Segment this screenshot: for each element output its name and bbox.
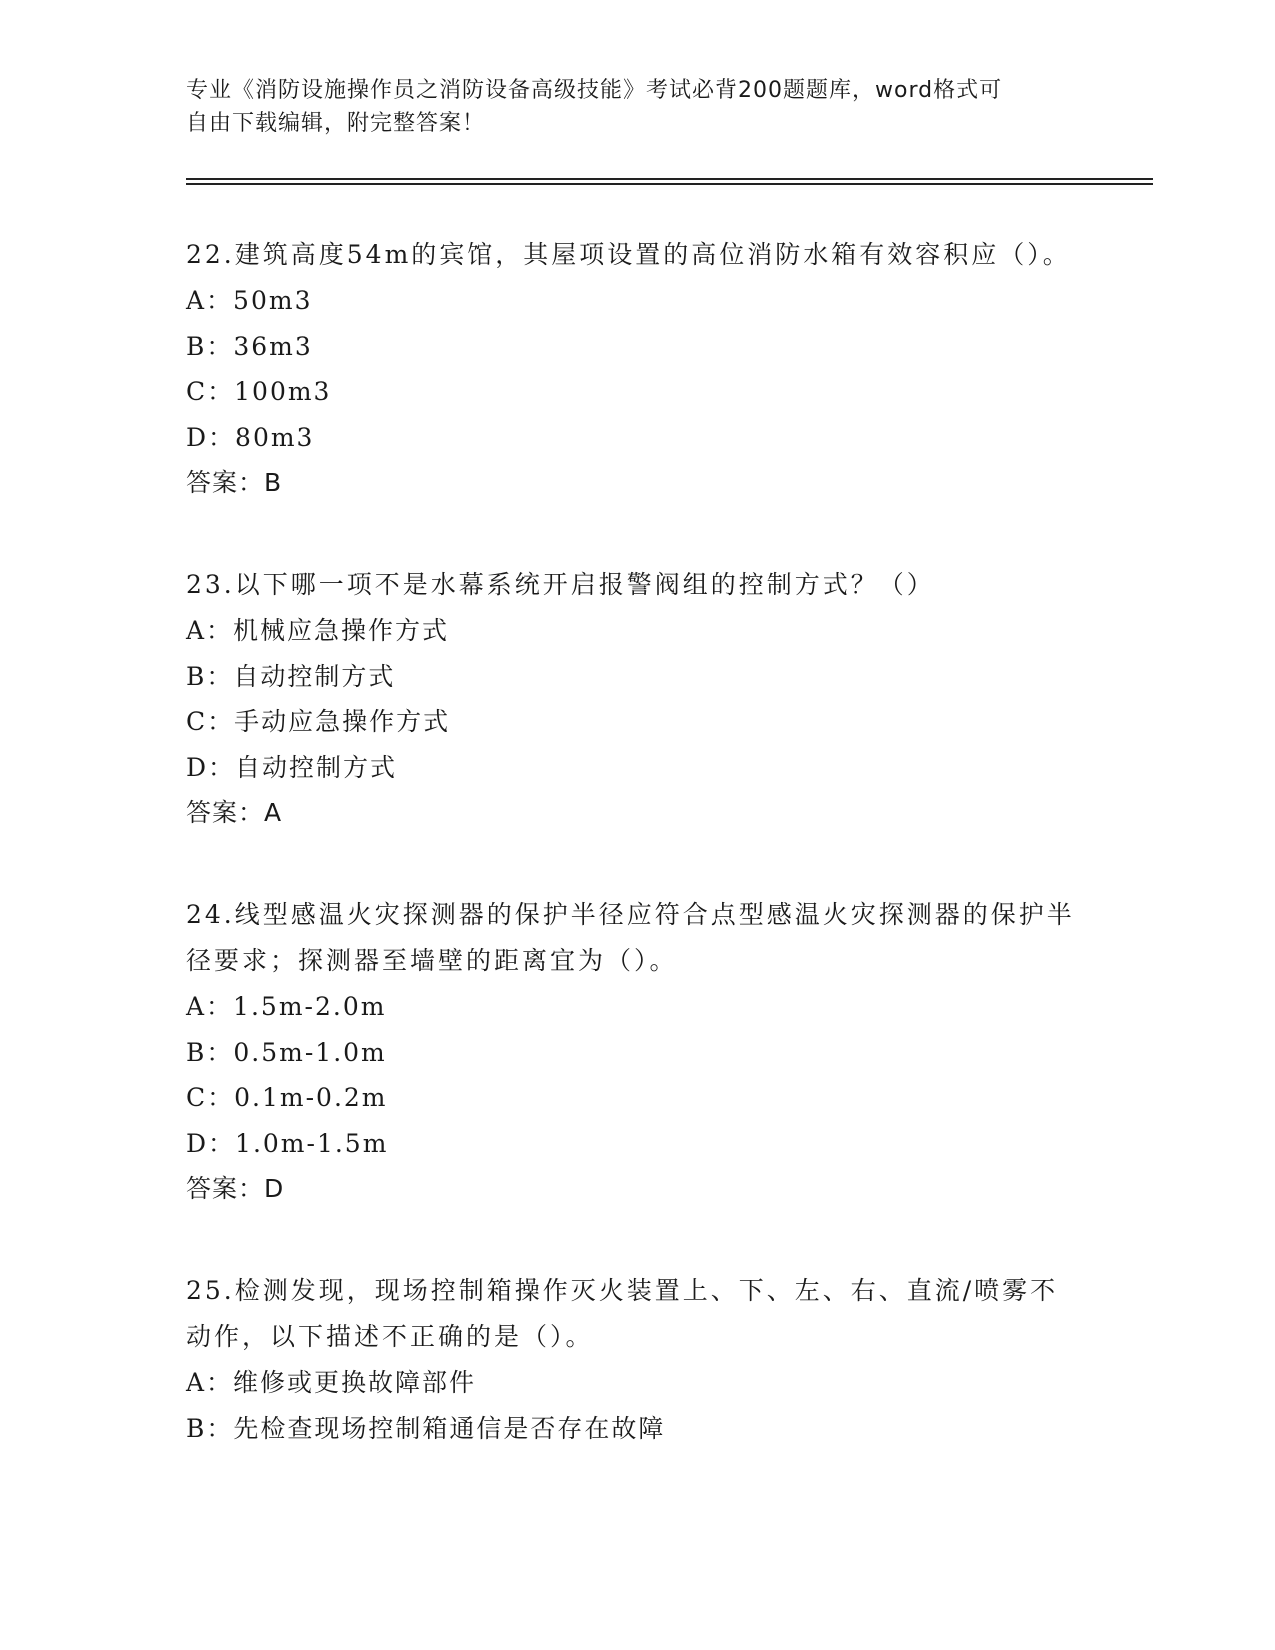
question-22 bbox=[186, 232, 1086, 506]
option-c: C：100m3 bbox=[186, 377, 332, 406]
question-text: 22.建筑高度54m的宾馆，其屋项设置的高位消防水箱有效容积应（）。 bbox=[186, 240, 1071, 269]
question-list bbox=[186, 232, 1086, 1507]
header-line-1: 专业《消防设施操作员之消防设备高级技能》考试必背200题题库，word格式可 bbox=[186, 78, 1003, 103]
option-b: B：0.5m-1.0m bbox=[186, 1037, 387, 1067]
option-d: D：自动控制方式 bbox=[186, 752, 398, 782]
question-25 bbox=[186, 1268, 1086, 1451]
question-23 bbox=[186, 562, 1086, 836]
question-24 bbox=[186, 892, 1086, 1212]
option-b: B：36m3 bbox=[186, 331, 313, 361]
answer-text: 答案：D bbox=[186, 1174, 285, 1203]
option-a: A：50m3 bbox=[186, 286, 313, 315]
option-a: A：1.5m-2.0m bbox=[186, 992, 387, 1021]
option-d: D：80m3 bbox=[186, 422, 315, 452]
option-b: B：先检查现场控制箱通信是否存在故障 bbox=[186, 1413, 666, 1443]
question-text: 24.线型感温火灾探测器的保护半径应符合点型感温火灾探测器的保护半径要求；探测器至墙壁的距离宜为（）。 bbox=[186, 900, 1075, 975]
header-double-rule bbox=[186, 178, 1153, 185]
option-d: D：1.0m-1.5m bbox=[186, 1128, 389, 1158]
option-a: A：维修或更换故障部件 bbox=[186, 1368, 477, 1397]
header-line-2: 自由下载编辑，附完整答案！ bbox=[186, 111, 486, 136]
option-b: B：自动控制方式 bbox=[186, 661, 396, 691]
question-text: 25.检测发现，现场控制箱操作灭火装置上、下、左、右、直流/喷雾不动作，以下描述不正确的是（）。 bbox=[186, 1276, 1059, 1351]
option-c: C：手动应急操作方式 bbox=[186, 707, 451, 736]
answer-text: 答案：B bbox=[186, 468, 283, 497]
question-text: 23.以下哪一项不是水幕系统开启报警阀组的控制方式？（） bbox=[186, 570, 935, 599]
document-header bbox=[186, 74, 1056, 140]
option-a: A：机械应急操作方式 bbox=[186, 616, 450, 645]
option-c: C：0.1m-0.2m bbox=[186, 1083, 388, 1112]
answer-text: 答案：A bbox=[186, 798, 283, 827]
